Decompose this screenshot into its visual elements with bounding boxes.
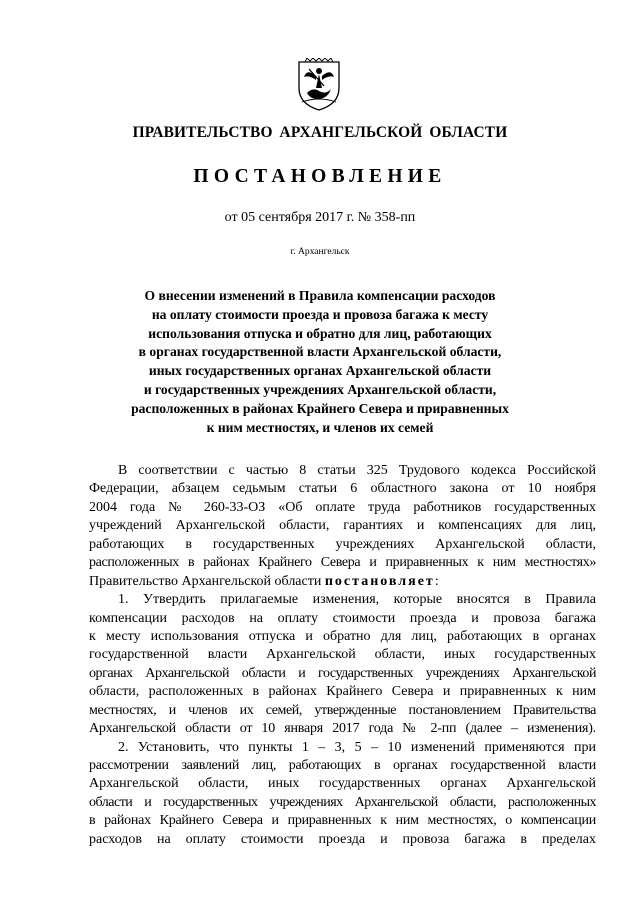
title-line: и государственных учреждениях Архангельской области,	[143, 381, 497, 397]
body-line: работающих в государственных учреждениях Архангельской области,	[89, 536, 596, 552]
body-line: Архангельской области от 10 января 2017 года № 2-пп (далее – изменения).	[89, 721, 596, 737]
body-line-resolution	[89, 573, 596, 591]
document-type-heading: ПОСТАНОВЛЕНИЕ	[193, 166, 447, 187]
title-line: к ним местностях, и членов их семей	[206, 419, 434, 435]
body-line: Федерации, абзацем седьмым статьи 6 областного закона от 10 ноября	[89, 481, 596, 497]
title-line: на оплату стоимости проезда и провоза багажа к месту	[151, 306, 489, 322]
body-line: 2. Установить, что пункты 1 – 3, 5 – 10 изменений применяются при	[118, 739, 596, 755]
body-line: 1. Утвердить прилагаемые изменения, которые вносятся в Правила	[118, 592, 596, 608]
body-line: компенсации расходов на оплату стоимости проезда и провоза багажа	[89, 610, 596, 626]
body-line: в районах Крайнего Севера и приравненных к ним местностях, о компенсации	[89, 813, 596, 829]
organization-name: ПРАВИТЕЛЬСТВО АРХАНГЕЛЬСКОЙ ОБЛАСТИ	[132, 124, 508, 141]
body-line: 2004 года № 260-33-ОЗ «Об оплате труда работников государственных	[89, 499, 596, 515]
document-body	[89, 462, 596, 849]
body-line: области, расположенных в районах Крайнего Севера и приравненных к ним	[89, 684, 596, 700]
body-line: области и государственных учреждениях Архангельской области, расположенных	[89, 794, 596, 810]
body-line: расходов на оплату стоимости проезда и провоза багажа в пределах	[89, 831, 596, 847]
emblem-graphic	[296, 58, 342, 112]
document-title	[80, 287, 560, 437]
government-name: Правительство Архангельской области	[89, 573, 322, 589]
body-line: рассмотрении заявлений лиц, работающих в органах государственной власти	[89, 758, 596, 773]
body-line: учреждений Архангельской области, гарантиях и компенсациях для лиц,	[89, 518, 596, 534]
document-date-number: от 05 сентября 2017 г. № 358-пп	[224, 210, 416, 225]
body-line: местностях, и членов их семей, утвержденные постановлением Правительства	[89, 702, 596, 718]
title-line: О внесении изменений в Правила компенсации расходов	[144, 288, 496, 303]
body-line: В соответствии с частью 8 статьи 325 Трудового кодекса Российской	[118, 463, 596, 478]
body-line: Архангельской области, иных государственных органах Архангельской	[89, 776, 596, 792]
resolves-word: постановляет	[324, 573, 435, 589]
body-line: расположенных в районах Крайнего Севера и приравненных к ним местностях»	[89, 555, 596, 571]
resolves-colon: :	[434, 573, 439, 589]
title-line: расположенных в районах Крайнего Севера и приравненных	[131, 400, 509, 416]
body-line: органах Архангельской области и государственных учреждениях Архангельской	[89, 665, 596, 681]
body-line: государственной власти Архангельской области, иных государственных	[89, 647, 596, 663]
body-line: к месту использования отпуска и обратно для лиц, работающих в органах	[89, 628, 596, 644]
title-line: иных государственных органах Архангельской области	[148, 363, 492, 379]
coat-of-arms-icon	[296, 58, 342, 112]
title-line: использования отпуска и обратно для лиц, работающих	[148, 325, 492, 341]
document-city: г. Архангельск	[290, 247, 350, 257]
title-line: в органах государственной власти Архангельской области,	[138, 344, 502, 360]
